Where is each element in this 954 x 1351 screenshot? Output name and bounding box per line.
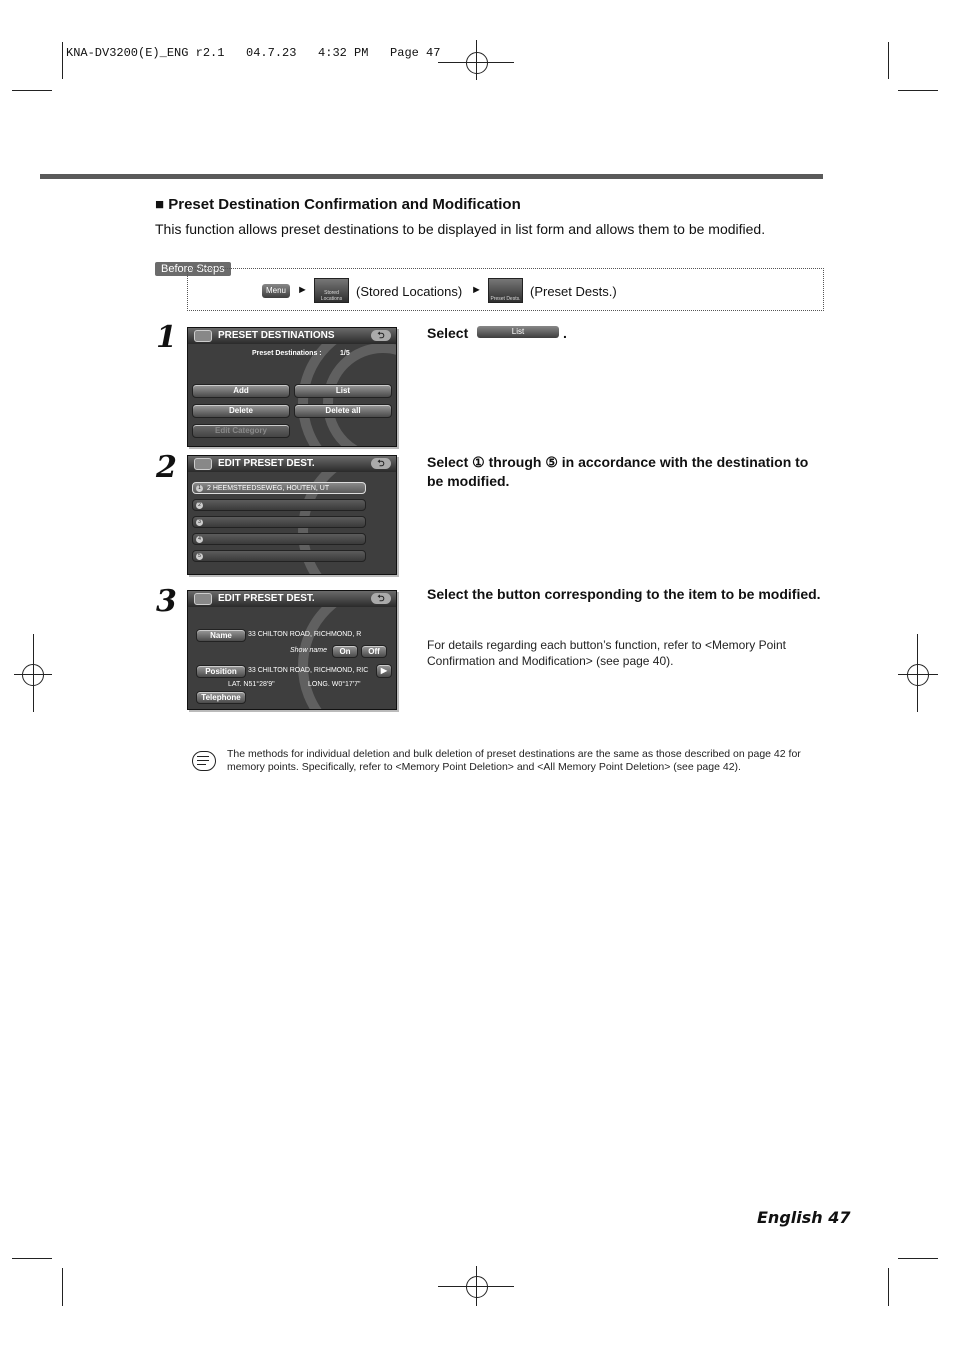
registration-mark-icon	[466, 1276, 488, 1298]
crop-mark	[12, 90, 52, 91]
row-number: 5	[196, 553, 203, 560]
step1-instruction-suffix: .	[563, 325, 567, 341]
registration-line	[476, 40, 477, 80]
step2-instruction: Select ① through ⑤ in accordance with the destination to be modified.	[427, 454, 809, 489]
registration-mark-icon	[907, 664, 929, 686]
destination-row	[192, 499, 366, 511]
registration-mark-icon	[466, 52, 488, 74]
row-number: 1	[196, 485, 203, 492]
position-button: Position	[196, 665, 246, 678]
section-title: ■ Preset Destination Confirmation and Modification	[155, 196, 521, 213]
crop-mark	[62, 42, 63, 79]
back-icon: ⮌	[371, 458, 391, 469]
step1-instruction-prefix: Select	[427, 325, 469, 341]
step3-instruction: Select the button corresponding to the item to be modified.	[427, 586, 821, 602]
screen-title: EDIT PRESET DEST.	[218, 458, 315, 469]
home-icon	[194, 593, 212, 605]
crop-mark	[888, 1268, 889, 1306]
show-name-off-button: Off	[361, 645, 387, 658]
section-rule	[40, 174, 823, 179]
position-value: 33 CHILTON ROAD, RICHMOND, RIC	[248, 667, 369, 674]
row-number: 3	[196, 519, 203, 526]
latitude-value: LAT. N51°28'9"	[228, 681, 275, 688]
stored-locations-text: (Stored Locations)	[356, 284, 463, 299]
name-button: Name	[196, 629, 246, 642]
crop-mark	[12, 1258, 52, 1259]
registration-line	[917, 634, 918, 712]
before-steps-label: Before Steps	[155, 262, 231, 276]
stored-locations-icon	[314, 278, 349, 303]
note-icon-line	[197, 756, 209, 757]
show-name-on-button: On	[332, 645, 358, 658]
note-icon	[192, 751, 216, 771]
preset-dests-text: (Preset Dests.)	[530, 284, 617, 299]
preset-dests-icon-label: Preset Dests.	[490, 296, 521, 302]
longitude-value: LONG. W0°17'7"	[308, 681, 361, 688]
destination-row	[192, 482, 366, 494]
list-button: List	[294, 384, 392, 398]
edit-category-button: Edit Category	[192, 424, 290, 438]
print-header: KNA-DV3200(E)_ENG r2.1 04.7.23 4:32 PM Page 47	[66, 46, 441, 60]
step-number: 2	[156, 450, 177, 485]
registration-line	[33, 634, 34, 712]
back-icon: ⮌	[371, 593, 391, 604]
arrow-right-icon: ▶	[376, 664, 392, 678]
registration-line	[476, 1266, 477, 1306]
screen-title-bar	[188, 328, 396, 344]
note-icon-line	[197, 760, 209, 761]
arrow-icon: ►	[297, 284, 308, 296]
delete-button: Delete	[192, 404, 290, 418]
arrow-icon: ►	[471, 284, 482, 296]
note-icon-line	[197, 764, 206, 765]
crop-mark	[898, 90, 938, 91]
screen-title-bar	[188, 591, 396, 607]
home-icon	[194, 330, 212, 342]
back-icon: ⮌	[371, 330, 391, 341]
edit-preset-list-screen	[187, 455, 397, 575]
edit-preset-detail-screen	[187, 590, 397, 710]
destination-row	[192, 516, 366, 528]
page-footer: English 47	[757, 1208, 851, 1227]
step3-detail: For details regarding each button’s function, refer to <Memory Point Confirmation and Modification> (see page 40).	[427, 638, 786, 668]
screen-title: PRESET DESTINATIONS	[218, 330, 335, 341]
name-value: 33 CHILTON ROAD, RICHMOND, R	[248, 631, 362, 638]
screen-title: EDIT PRESET DEST.	[218, 593, 315, 604]
home-icon	[194, 458, 212, 470]
count-value: 1/5	[340, 350, 350, 357]
row-number: 2	[196, 502, 203, 509]
step-number: 3	[156, 584, 177, 619]
destination-row	[192, 533, 366, 545]
step-number: 1	[156, 320, 177, 355]
add-button: Add	[192, 384, 290, 398]
telephone-button: Telephone	[196, 691, 246, 704]
delete-all-button: Delete all	[294, 404, 392, 418]
count-label: Preset Destinations :	[252, 350, 322, 357]
registration-line	[898, 674, 938, 675]
crop-mark	[898, 1258, 938, 1259]
note-text: The methods for individual deletion and bulk deletion of preset destinations are the same as those described on page 42 for memory points. Specifically, refer to <Memory Point Deletion> and <All Memory Point Deletion> (see page 42).	[227, 748, 801, 773]
preset-dests-icon	[488, 278, 523, 303]
stored-locations-icon-label: Stored Locations	[320, 290, 343, 302]
list-button-icon: List	[477, 326, 559, 338]
section-intro: This function allows preset destinations to be displayed in list form and allows them to be modified.	[155, 221, 766, 237]
screen-title-bar	[188, 456, 396, 472]
show-name-label: Show name	[290, 647, 327, 654]
crop-mark	[62, 1268, 63, 1306]
crop-mark	[888, 42, 889, 79]
preset-destinations-screen	[187, 327, 397, 447]
row-number: 4	[196, 536, 203, 543]
row-text: 2 HEEMSTEEDSEWEG, HOUTEN, UT	[207, 485, 330, 492]
menu-button-icon: Menu	[262, 284, 290, 298]
destination-row	[192, 550, 366, 562]
